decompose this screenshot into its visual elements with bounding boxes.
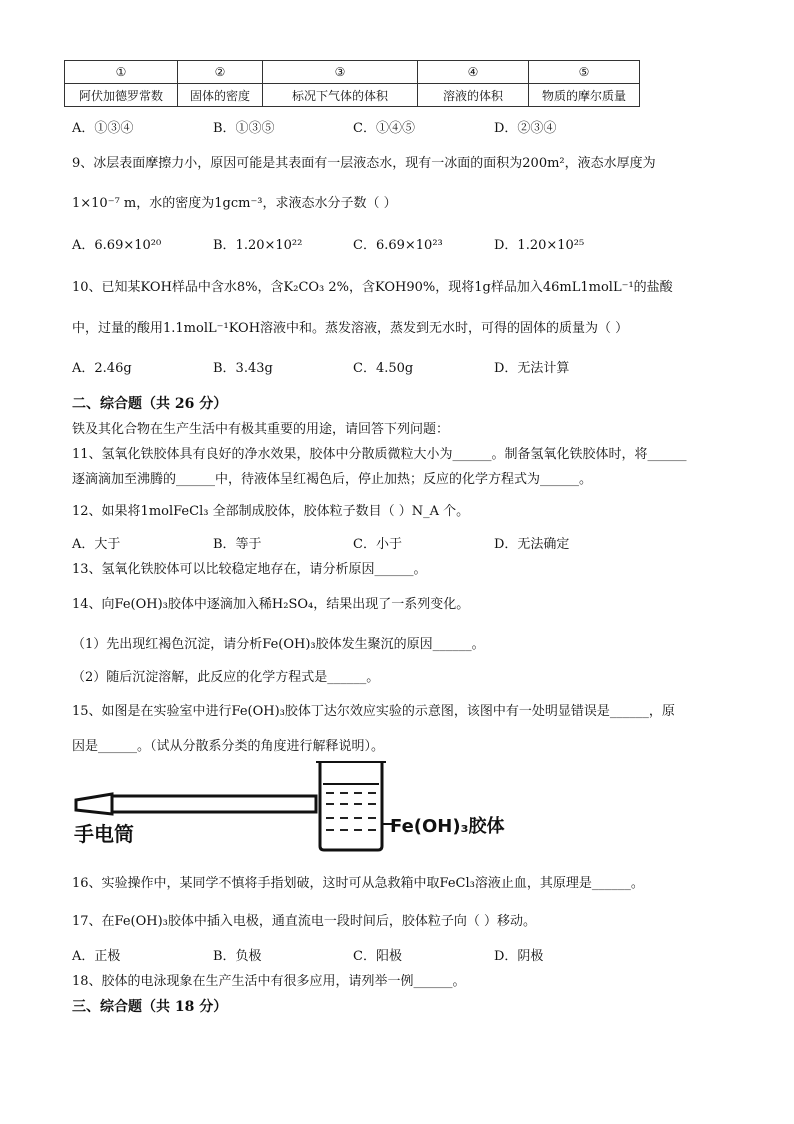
table-cell-5: 物质的摩尔质量 (529, 84, 640, 107)
q10-option-c: C．4.50g (353, 361, 414, 376)
q17-option-c: C．阳极 (353, 949, 402, 964)
tyndall-figure (72, 760, 512, 852)
q18-text: 18、胶体的电泳现象在生产生活中有很多应用，请列举一例______。 (72, 974, 466, 989)
table-cell-4: 溶液的体积 (418, 84, 529, 107)
q11-line1: 11、氢氧化铁胶体具有良好的净水效果，胶体中分散质微粒大小为______。制备氢氧化铁胶体时，将______ (72, 447, 687, 462)
q13-text: 13、氢氧化铁胶体可以比较稳定地存在，请分析原因______。 (72, 562, 427, 577)
q15-line1: 15、如图是在实验室中进行Fe(OH)₃胶体丁达尔效应实验的示意图，该图中有一处明显错误是______，原 (72, 704, 675, 719)
q8-option-d: D．②③④ (494, 121, 557, 136)
q9-line2: 1×10⁻⁷ m，水的密度为1gcm⁻³，求液态水分子数（ ） (72, 196, 397, 211)
q8-option-b: B．①③⑤ (213, 121, 275, 136)
q12-option-b: B．等于 (213, 537, 262, 552)
q12-option-d: D．无法确定 (494, 537, 570, 552)
q17-option-d: D．阴极 (494, 949, 544, 964)
q10-line1: 10、已知某KOH样品中含水8%，含K₂CO₃ 2%，含KOH90%，现将1g样品加入46mL1molL⁻¹的盐酸 (72, 280, 673, 295)
q17-option-a: A．正极 (72, 949, 121, 964)
q9-line1: 9、冰层表面摩擦力小，原因可能是其表面有一层液态水，现有一冰面的面积为200m²，液态水厚度为 (72, 156, 656, 171)
q10-option-a: A．2.46g (72, 361, 132, 376)
q9-option-c: C．6.69×10²³ (353, 238, 443, 253)
q10-line2: 中，过量的酸用1.1molL⁻¹KOH溶液中和。蒸发溶液，蒸发到无水时，可得的固体的质量为（ ） (72, 321, 629, 336)
intro-text: 铁及其化合物在生产生活中有极其重要的用途，请回答下列问题： (72, 422, 450, 437)
q15-line2: 因是______。（试从分散系分类的角度进行解释说明）。 (72, 739, 385, 754)
light-beam (112, 796, 316, 812)
q10-option-d: D．无法计算 (494, 361, 570, 376)
section-3-heading: 三、综合题（共 18 分） (72, 999, 228, 1015)
q9-option-a: A．6.69×10²⁰ (72, 238, 162, 253)
q14-line1: 14、向Fe(OH)₃胶体中逐滴加入稀H₂SO₄，结果出现了一系列变化。 (72, 597, 470, 612)
table-cell-3: 标况下气体的体积 (263, 84, 418, 107)
section-2-heading: 二、综合题（共 26 分） (72, 396, 228, 412)
q12-option-c: C．小于 (353, 537, 402, 552)
table-header-3: ③ (263, 61, 418, 84)
q14-sub2: （2）随后沉淀溶解，此反应的化学方程式是______。 (72, 670, 380, 685)
q9-option-b: B．1.20×10²² (213, 238, 303, 253)
flashlight-head (76, 794, 112, 814)
colloid-label: Fe(OH)₃胶体 (390, 816, 505, 837)
table-header-5: ⑤ (529, 61, 640, 84)
q14-sub1: （1）先出现红褐色沉淀，请分析Fe(OH)₃胶体发生聚沉的原因______。 (72, 637, 485, 652)
flashlight-label: 手电筒 (74, 822, 134, 846)
q17-option-b: B．负极 (213, 949, 262, 964)
table-cell-2: 固体的密度 (178, 84, 263, 107)
table-header-4: ④ (418, 61, 529, 84)
q12-option-a: A．大于 (72, 537, 121, 552)
beaker (320, 762, 382, 850)
tyndall-diagram (72, 760, 512, 852)
q16-text: 16、实验操作中，某同学不慎将手指划破，这时可从急救箱中取FeCl₃溶液止血，其原理是______。 (72, 876, 644, 891)
q17-line1: 17、在Fe(OH)₃胶体中插入电极，通直流电一段时间后，胶体粒子向（ ）移动。 (72, 914, 537, 929)
q8-option-a: A．①③④ (72, 121, 134, 136)
options-table (64, 60, 640, 107)
q11-line2: 逐滴滴加至沸腾的______中，待液体呈红褐色后，停止加热；反应的化学方程式为______。 (72, 472, 593, 487)
q9-option-d: D．1.20×10²⁵ (494, 238, 585, 253)
table-cell-1: 阿伏加德罗常数 (65, 84, 178, 107)
q10-option-b: B．3.43g (213, 361, 273, 376)
colloid-liquid (326, 793, 376, 830)
q12-line1: 12、如果将1molFeCl₃ 全部制成胶体，胶体粒子数目（ ）N_A 个。 (72, 504, 470, 519)
q8-option-c: C．①④⑤ (353, 121, 415, 136)
table-header-2: ② (178, 61, 263, 84)
table-header-1: ① (65, 61, 178, 84)
